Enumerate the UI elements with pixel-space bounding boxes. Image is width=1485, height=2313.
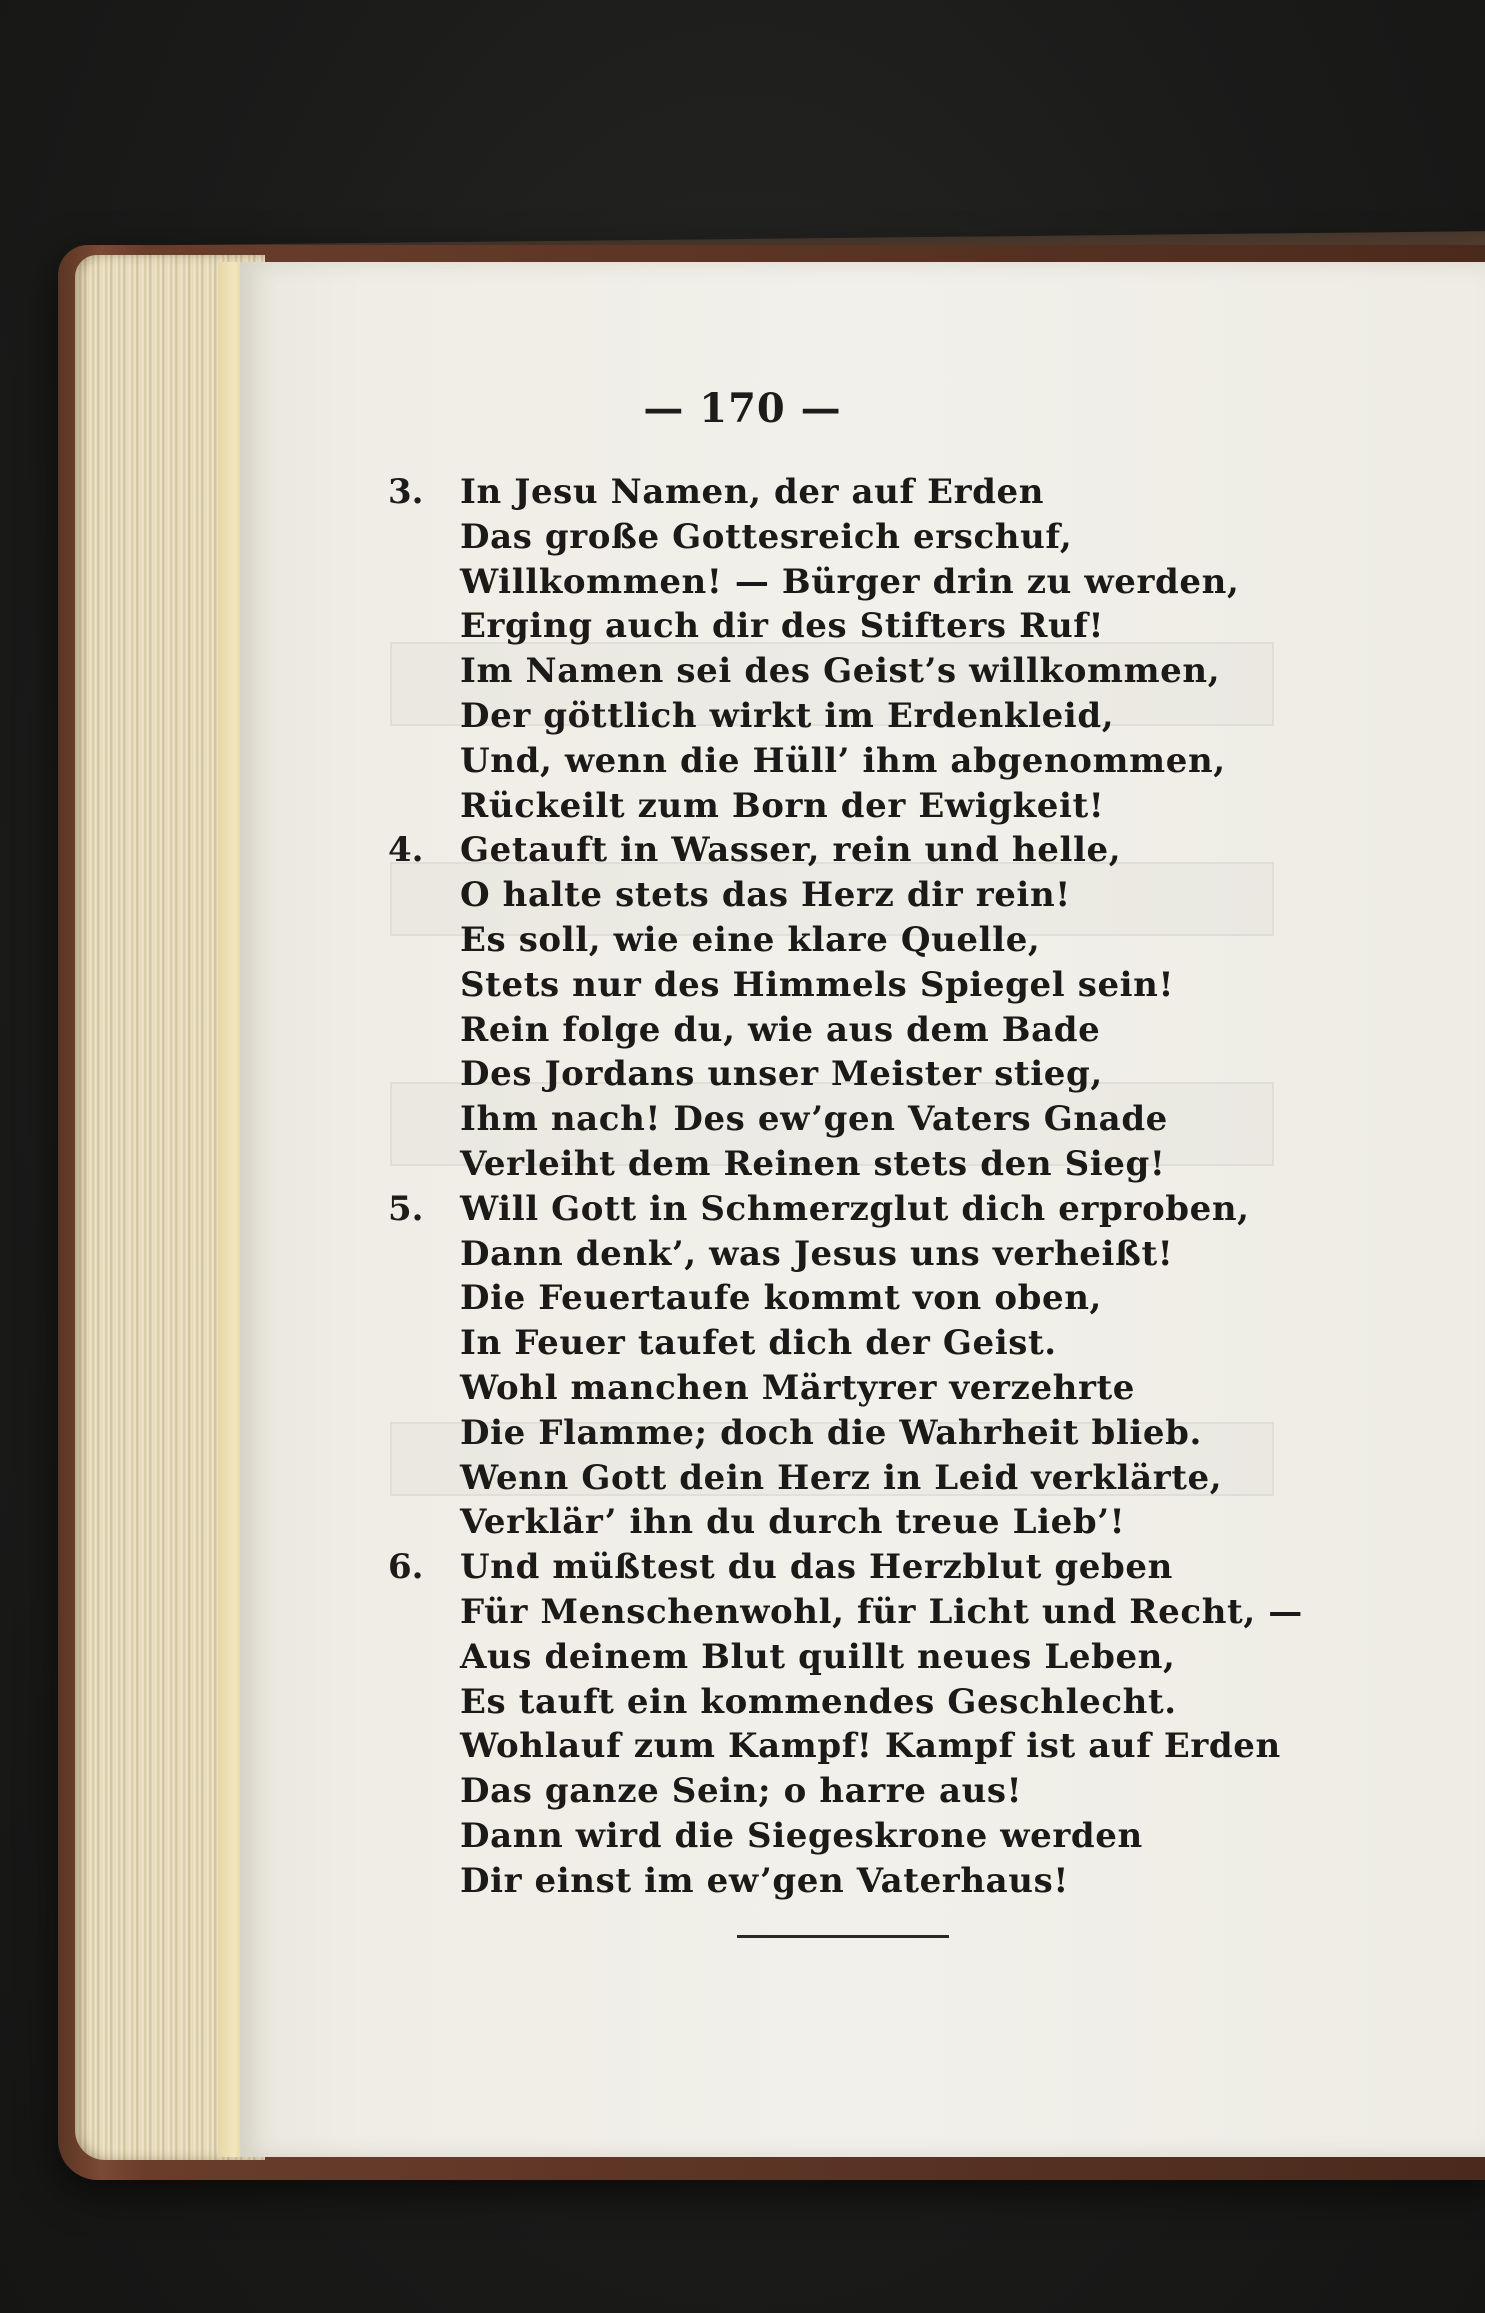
poem-line: Des Jordans unser Meister stieg, [460, 1054, 1103, 1095]
poem-line: O halte stets das Herz dir rein! [460, 875, 1071, 916]
poem-line: Es soll, wie eine klare Quelle, [460, 919, 1041, 960]
poem-line: Stets nur des Himmels Spiegel sein! [460, 964, 1175, 1005]
poem-line: Erging auch dir des Stifters Ruf! [460, 606, 1105, 647]
poem-line: Wohlauf zum Kampf! Kampf ist auf Erden [460, 1726, 1281, 1767]
stanza [388, 1545, 1303, 1903]
poem-line: In Jesu Namen, der auf Erden [460, 472, 1045, 512]
poem [388, 470, 1303, 1904]
stanza [388, 470, 1280, 828]
poem-line: Verklär’ ihn du durch treue Lieb’! [460, 1502, 1126, 1543]
poem-line: Das ganze Sein; o harre aus! [460, 1771, 1023, 1812]
poem-line: Rückeilt zum Born der Ewigkeit! [460, 785, 1105, 826]
poem-line: Der göttlich wirkt im Erdenkleid, [460, 695, 1115, 736]
stanza-number: 6. [388, 1547, 424, 1588]
poem-line: Das große Gottesreich erschuf, [460, 516, 1073, 557]
poem-line: Rein folge du, wie aus dem Bade [460, 1009, 1101, 1050]
stanza-number: 5. [388, 1188, 424, 1229]
poem-line: Wenn Gott dein Herz in Leid verklärte, [460, 1457, 1223, 1498]
stanza [388, 1187, 1280, 1545]
poem-line: Im Namen sei des Geist’s willkommen, [460, 651, 1221, 692]
poem-line: Will Gott in Schmerzglut dich erproben, [460, 1188, 1250, 1229]
poem-line: Die Feuertaufe kommt von oben, [460, 1278, 1102, 1319]
poem-line: Willkommen! — Bürger drin zu werden, [460, 561, 1240, 602]
poem-line: Dann denk’, was Jesus uns verheißt! [460, 1233, 1174, 1274]
stanza-number: 3. [388, 472, 424, 512]
poem-line: Dir einst im ew’gen Vaterhaus! [460, 1860, 1069, 1901]
poem-line: Wohl manchen Märtyrer verzehrte [460, 1367, 1136, 1408]
poem-line: Aus deinem Blut quillt neues Leben, [460, 1636, 1176, 1677]
poem-line: Dann wird die Siegeskrone werden [460, 1815, 1143, 1856]
stanza [388, 828, 1280, 1186]
poem-line: Ihm nach! Des ew’gen Vaters Gnade [460, 1099, 1168, 1140]
end-rule [737, 1935, 949, 1938]
poem-line: Und müßtest du das Herzblut geben [460, 1547, 1173, 1588]
poem-line: Und, wenn die Hüll’ ihm abgenommen, [460, 740, 1226, 781]
poem-line: Die Flamme; doch die Wahrheit blieb. [460, 1412, 1202, 1453]
poem-line: Verleiht dem Reinen stets den Sieg! [460, 1143, 1166, 1184]
poem-line: Für Menschenwohl, für Licht und Recht, — [460, 1591, 1303, 1632]
poem-line: Es tauft ein kommendes Geschlecht. [460, 1681, 1177, 1722]
stanza-number: 4. [388, 830, 424, 871]
poem-line: In Feuer taufet dich der Geist. [460, 1323, 1057, 1364]
page-number: — 170 — [643, 385, 842, 432]
poem-line: Getauft in Wasser, rein und helle, [460, 830, 1122, 871]
